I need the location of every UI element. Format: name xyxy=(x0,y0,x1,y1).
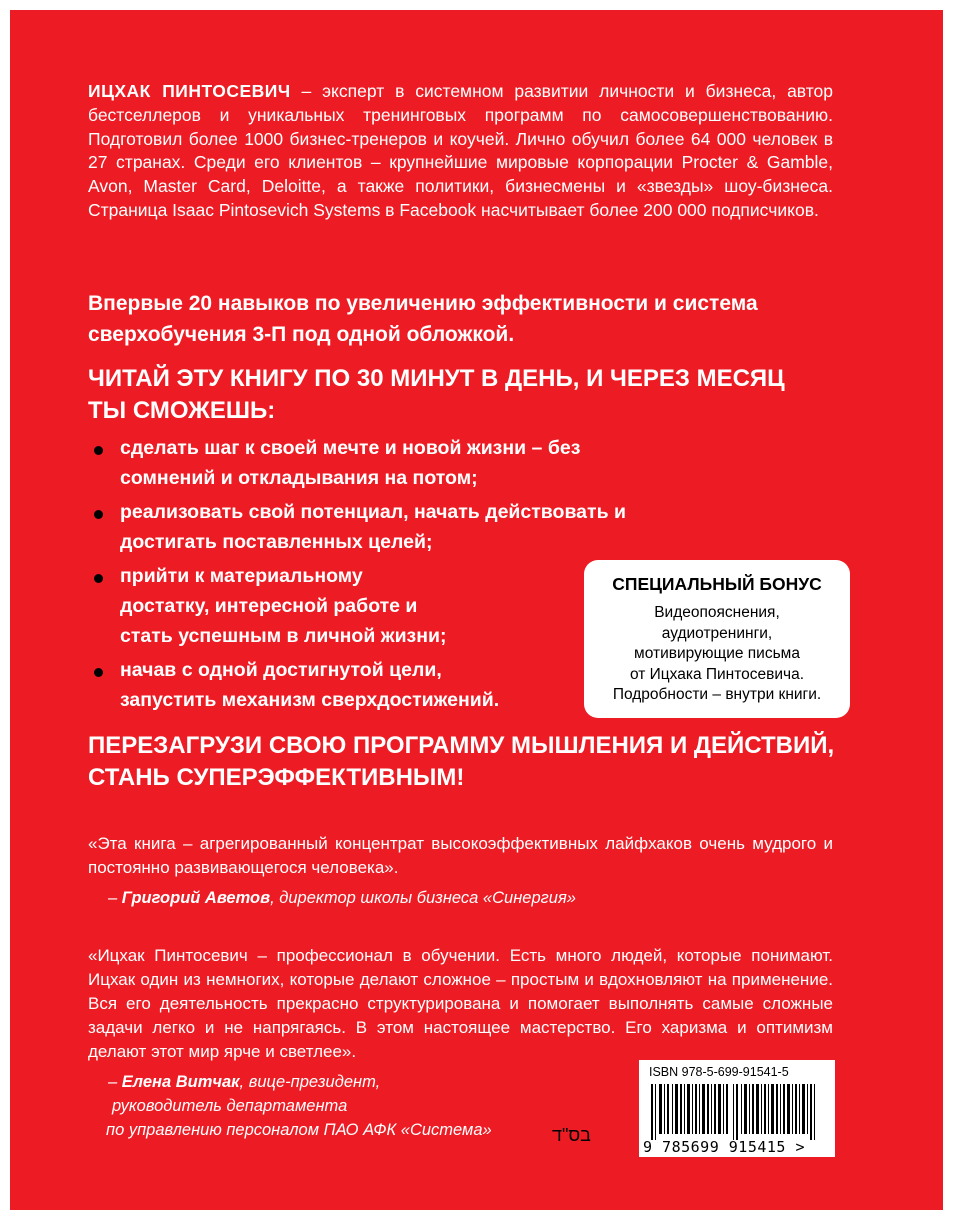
list-item xyxy=(88,433,648,493)
bonus-line: Подробности – внутри книги. xyxy=(612,686,822,703)
publisher-mark: בס"ד xyxy=(552,1125,591,1145)
bullet-icon xyxy=(94,574,103,583)
bonus-line: мотивирующие письма xyxy=(634,645,800,662)
author-bio xyxy=(88,80,833,223)
bonus-line: от Ицхака Пинтосевича. xyxy=(629,665,805,683)
quote-vitchak-attribution: – Елена Витчак, вице-президент, руководитель департамента по управлению персоналом ПАО АФК «Система» xyxy=(108,1070,492,1142)
author-name: ИЦХАК ПИНТОСЕВИЧ xyxy=(88,81,291,101)
quote-author: Елена Витчак xyxy=(121,1073,240,1091)
headline: ЧИТАЙ ЭТУ КНИГУ ПО 30 МИНУТ В ДЕНЬ, И ЧЕРЕЗ МЕСЯЦ ТЫ СМОЖЕШЬ: xyxy=(88,365,785,424)
barcode-icon xyxy=(647,1084,827,1140)
quote-author-role: , директор школы бизнеса «Синергия» xyxy=(270,889,576,907)
list-item xyxy=(88,655,540,715)
isbn-barcode xyxy=(639,1060,835,1157)
bullet-text: сделать шаг к своей мечте и новой жизни – без сомнений и откладывания на потом; xyxy=(120,437,581,489)
intro-statement: Впервые 20 навыков по увеличению эффективности и система сверхобучения 3-П под одной обложкой. xyxy=(88,292,758,346)
author-bio-text: – эксперт в системном развитии личности и бизнеса, автор бестселлеров и уникальных тренинговых программ по самосовершенствованию. Подготовил более 1000 бизнес-тренеров и коучей. Лично обучил более 64 000 человек в 27 странах. Среди его клиентов – крупнейшие мировые корпорации Procter & Gamble, Avon, Master Card, Deloitte, а также политики, бизнесмены и «звезды» шоу-бизнеса. Страница Isaac Pintosevich Systems в Facebook насчитывает более 200 000 подписчиков. xyxy=(88,81,833,220)
bullet-text: прийти к материальному достатку, интересной работе и стать успешным в личной жизни; xyxy=(120,565,447,647)
quote-avetov-attribution: – Григорий Аветов, директор школы бизнеса «Синергия» xyxy=(108,889,576,907)
isbn-label: ISBN 978-5-699-91541-5 xyxy=(649,1065,789,1079)
list-item xyxy=(88,561,450,651)
barcode-digits: 9 785699 915415 > xyxy=(643,1138,806,1156)
quote-vitchak: «Ицхак Пинтосевич – профессионал в обучении. Есть много людей, которые понимают. Ицхак один из немногих, которые делают сложное – простым и вдохновляют на применение. Вся его деятельность прекрасно структурирована и помогает выполнять самые сложные задачи легко и не напрягаясь. В этом настоящее мастерство. Его харизма и оптимизм делают этот мир ярче и светлее». xyxy=(88,946,833,1061)
quote-author-role: , вице-президент, xyxy=(239,1073,381,1091)
call-to-action: ПЕРЕЗАГРУЗИ СВОЮ ПРОГРАММУ МЫШЛЕНИЯ И ДЕЙСТВИЙ, СТАНЬ СУПЕРЭФФЕКТИВНЫМ! xyxy=(88,732,835,791)
quote-avetov: «Эта книга – агрегированный концентрат высокоэффективных лайфхаков очень мудрого и постоянно развивающегося человека». xyxy=(88,834,833,877)
bonus-line: Видеопояснения, xyxy=(654,604,780,621)
quote-author-role: руководитель департамента xyxy=(112,1097,348,1115)
bonus-line: аудиотренинги, xyxy=(661,624,773,642)
bonus-title: СПЕЦИАЛЬНЫЙ БОНУС xyxy=(612,574,822,594)
benefits-list xyxy=(88,433,648,719)
quote-author: Григорий Аветов xyxy=(121,889,271,907)
bullet-text: реализовать свой потенциал, начать действовать и достигать поставленных целей; xyxy=(120,501,626,553)
bonus-description xyxy=(584,603,850,706)
bullet-icon xyxy=(94,510,103,519)
bullet-text: начав с одной достигнутой цели, запустить механизм сверхдостижений. xyxy=(120,659,500,711)
special-bonus-box xyxy=(584,560,850,718)
bullet-icon xyxy=(94,446,103,455)
quote-author-role: по управлению персоналом ПАО АФК «Система» xyxy=(106,1121,492,1139)
bullet-icon xyxy=(94,668,103,677)
list-item xyxy=(88,497,648,557)
